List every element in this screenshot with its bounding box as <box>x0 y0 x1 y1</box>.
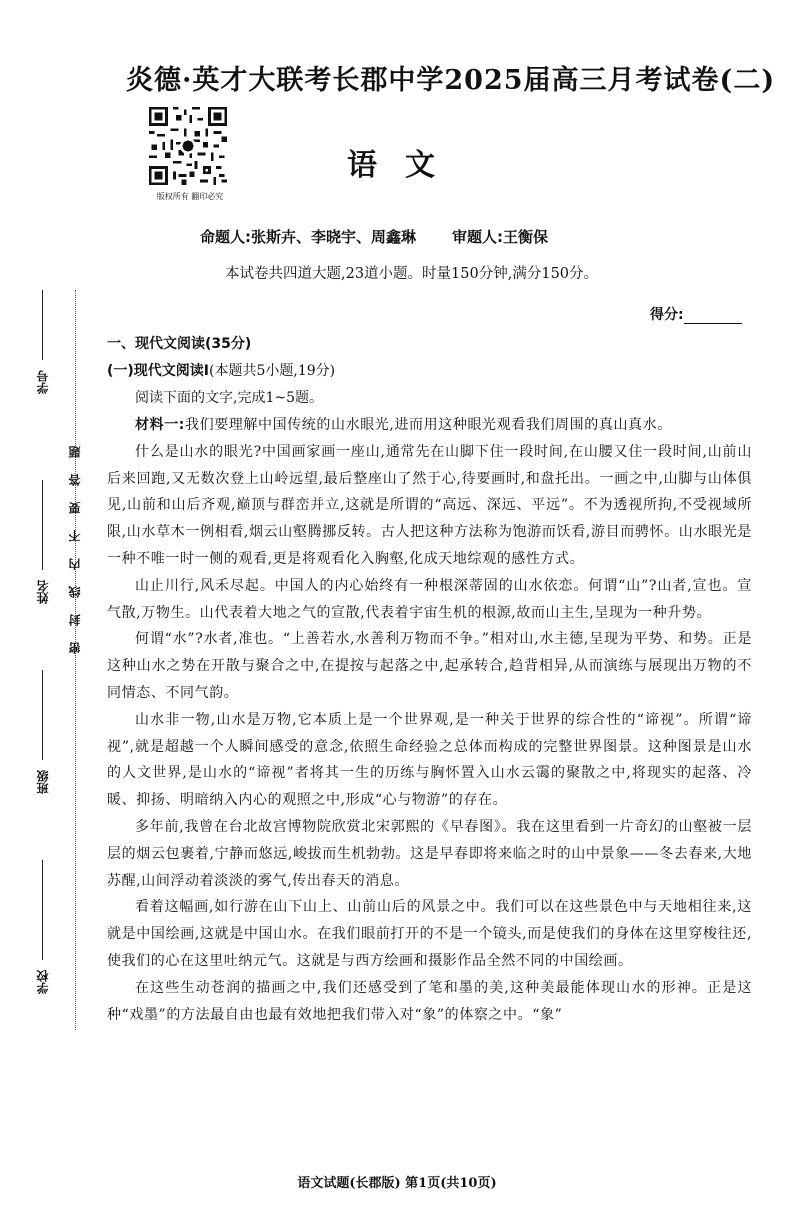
paragraph-text: 我们要理解中国传统的山水眼光,进而用这种眼光观看我们周围的真山真水。 <box>185 417 672 433</box>
paragraph: 什么是山水的眼光?中国画家画一座山,通常先在山脚下住一段时间,在山腰又住一段时间,山前山后来回跑,又无数次登上山岭远望,最后整座山了然于心,待要画时,和盘托出。一画之中,山脚与山体俱见,山前和山后齐观,巅顶与群峦并立,这就是所谓的“高远、深远、平远”。不为透视所拘,不受视域所限,山水草木一例相看,烟云山壑腾挪反转。古人把这种方法称为饱游而饫看,游目而骋怀。山水眼光是一种不唯一时一侧的观看,更是将观看化入胸壑,化成天地综观的感性方式。 <box>107 443 752 567</box>
name-blank <box>42 480 43 570</box>
subsection-note: (本题共5小题,19分) <box>209 363 336 379</box>
score-field <box>650 304 750 324</box>
class-field <box>30 670 54 840</box>
exam-info: 本试卷共四道大题,23道小题。时量150分钟,满分150分。 <box>225 266 599 282</box>
instruction: 阅读下面的文字,完成1~5题。 <box>135 390 323 406</box>
reviewer: 审题人:王衡保 <box>452 228 549 246</box>
seal-dotted-line <box>75 290 76 1030</box>
qr-block <box>145 107 235 202</box>
seal-notice: 密封线内不要答题 <box>68 430 82 654</box>
paragraph: 何谓“水”?水者,准也。“上善若水,水善利万物而不争。”相对山,水主德,呈现为平势、和势。正是这种山水之势在开散与聚合之中,在提按与起落之中,起承转合,趋背相异,从而演练与展现出万物的不同情态、不同气韵。 <box>107 631 752 701</box>
paragraph: 山止川行,风禾尽起。中国人的内心始终有一种根深蒂固的山水依恋。何谓“山”?山者,宣也。宣气散,万物生。山代表着大地之气的宣散,代表着宇宙生机的根源,故而山主生,呈现为一种升势。 <box>107 577 752 621</box>
binding-margin <box>30 290 70 1030</box>
paragraph: 山水非一物,山水是万物,它本质上是一个世界观,是一种关于世界的综合性的“谛视”。所谓“谛视”,就是超越一个人瞬间感受的意念,依照生命经验之总体而构成的完整世界图景。这种图景是山水的人文世界,是山水的“谛视”者将其一生的历练与胸怀置入山水云霭的聚散之中,将现实的起落、冷暖、抑扬、明暗纳入内心的观照之中,形成“心与物游”的存在。 <box>107 711 752 809</box>
paragraph: 看着这幅画,如行游在山下山上、山前山后的风景之中。我们可以在这些景色中与天地相往来,这就是中国绘画,这就是中国山水。在我们眼前打开的不是一个镜头,而是使我们的身体在这里穿梭往还,使我们的心在这里吐纳元气。这就是与西方绘画和摄影作品全然不同的中国绘画。 <box>107 899 752 969</box>
proposers: 命题人:张斯卉、李晓宇、周鑫琳 <box>200 228 417 246</box>
student-id-field <box>30 290 54 460</box>
school-blank <box>42 860 43 960</box>
author-line <box>200 226 660 247</box>
exam-title: 炎德·英才大联考长郡中学2025届高三月考试卷(二) <box>126 65 776 96</box>
score-blank <box>684 309 742 324</box>
page-footer: 语文试题(长郡版) 第1页(共10页) <box>297 1176 497 1191</box>
main-content <box>107 330 752 1028</box>
subsection-title: (一)现代文阅读Ⅰ <box>107 363 210 379</box>
subsection-heading <box>107 358 752 385</box>
school-field <box>30 860 54 1030</box>
score-label: 得分: <box>650 307 684 323</box>
name-label: 姓名 <box>36 580 50 604</box>
name-field <box>30 480 54 650</box>
section-heading: 一、现代文阅读(35分) <box>107 336 252 352</box>
qr-code-icon <box>149 107 227 185</box>
school-label: 学校 <box>36 970 50 994</box>
class-blank <box>42 670 43 760</box>
class-label: 班级 <box>36 770 50 794</box>
student-id-blank <box>42 290 43 360</box>
material-label: 材料一: <box>135 417 185 433</box>
subject-title: 语文 <box>347 148 463 183</box>
student-id-label: 学号 <box>36 370 50 394</box>
paragraph: 多年前,我曾在台北故宫博物院欣赏北宋郭熙的《早春图》。我在这里看到一片奇幻的山壑被一层层的烟云包裹着,宁静而悠远,峻拔而生机勃勃。这是早春即将来临之时的山中景象——冬去春来,大地苏醒,山间浮动着淡淡的雾气,传出春天的消息。 <box>107 818 752 889</box>
paragraph <box>107 412 752 439</box>
paragraph: 在这些生动苍润的描画之中,我们还感受到了笔和墨的美,这种美最能体现山水的形神。正是这种“戏墨”的方法最自由也最有效地把我们带入对“象”的体察之中。“象” <box>107 979 752 1023</box>
qr-caption: 版权所有 翻印必究 <box>156 192 224 201</box>
